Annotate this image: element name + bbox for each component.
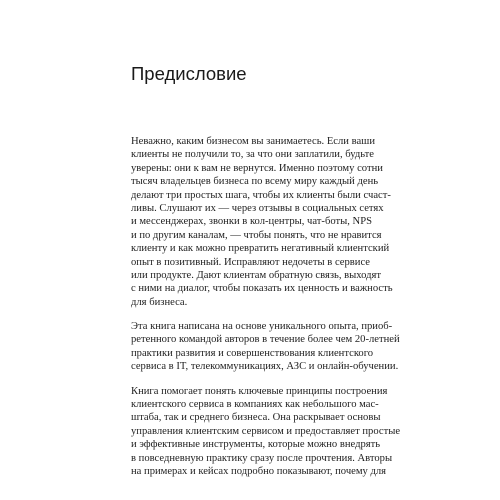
text-line: и по другим каналам, — чтобы понять, что не нравится [131, 229, 382, 241]
body-text [131, 135, 401, 478]
text-line: опыт в позитивный. Исправляют недочеты в сервисе [131, 256, 370, 268]
text-line: для бизнеса. [131, 296, 188, 308]
chapter-title: Предисловие [131, 63, 247, 84]
text-line: на примерах и кейсах подробно показывают, почему для [131, 465, 387, 477]
text-line: и мессенджерах, звонки в кол-центры, чат-боты, NPS [131, 216, 372, 228]
text-line: тысяч владельцев бизнеса по всему миру каждый день [131, 176, 379, 188]
text-line: ретенного командой авторов в течение более чем 20-летней [131, 334, 400, 346]
text-line: Книга помогает понять ключевые принципы построения [131, 385, 388, 397]
text-line: в повседневную практику сразу после прочтения. Авторы [131, 452, 393, 464]
text-line: Неважно, каким бизнесом вы занимаетесь. Если ваши [131, 136, 376, 147]
text-line: клиентского сервиса в компаниях как небольшого мас- [131, 399, 379, 411]
text-line: с ними на диалог, чтобы показать их ценность и важность [131, 283, 393, 295]
text-line: Эта книга написана на основе уникального опыта, приоб- [131, 321, 393, 333]
paragraph-3 [131, 385, 401, 479]
text-line: делают три простых шага, чтобы их клиенты были счаст- [131, 189, 391, 201]
text-line: штаба, так и среднего бизнеса. Она раскрывает основы [131, 412, 381, 424]
text-line: и эффективные инструменты, которые можно внедрять [131, 439, 381, 451]
text-line: управления клиентским сервисом и предоставляет простые [131, 425, 401, 437]
text-line: уверены: они к вам не вернутся. Именно поэтому сотни [131, 162, 383, 174]
text-line: клиенту и как можно превратить негативный клиентский [131, 243, 390, 255]
text-line: практики развития и совершенствования клиентского [131, 347, 374, 359]
text-line: сервиса в IT, телекоммуникациях, АЗС и онлайн-обучении. [131, 361, 399, 373]
text-line: клиенты не получили то, за что они заплатили, будьте [131, 149, 375, 161]
paragraph-1 [131, 135, 393, 309]
text-line: ливы. Слушают их — через отзывы в социальных сетях [131, 202, 384, 214]
text-line: или продукте. Дают клиентам обратную связь, выходят [131, 269, 382, 281]
paragraph-2 [131, 320, 400, 374]
